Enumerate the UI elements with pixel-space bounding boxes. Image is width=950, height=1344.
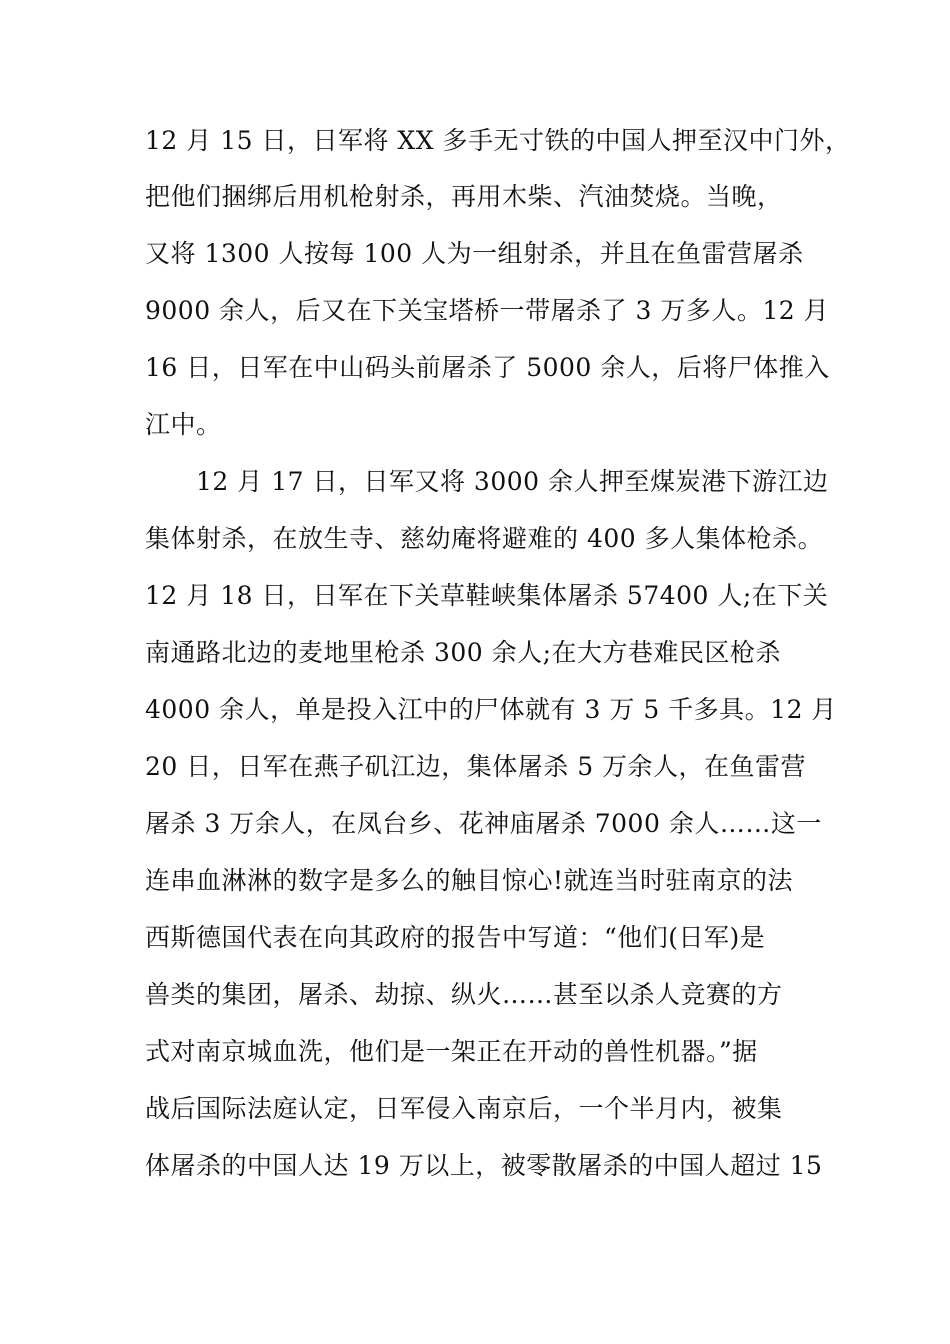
- paragraph-1-line-5: 16 日，日军在中山码头前屠杀了 5000 余人，后将尸体推入: [145, 353, 830, 382]
- paragraph-2-line-1: 12 月 17 日，日军又将 3000 余人押至煤炭港下游江边: [196, 467, 829, 496]
- paragraph-2-line-12: 战后国际法庭认定，日军侵入南京后，一个半月内，被集: [145, 1094, 783, 1123]
- paragraph-1-line-1: 12 月 15 日，日军将 XX 多手无寸铁的中国人押至汉中门外，: [145, 126, 851, 155]
- paragraph-1-line-3: 又将 1300 人按每 100 人为一组射杀，并且在鱼雷营屠杀: [145, 239, 804, 268]
- paragraph-2-line-3: 12 月 18 日，日军在下关草鞋峡集体屠杀 57400 人;在下关: [145, 581, 829, 610]
- paragraph-2-line-11: 式对南京城血洗，他们是一架正在开动的兽性机器。”据: [145, 1037, 758, 1066]
- paragraph-2-line-5: 4000 余人，单是投入江中的尸体就有 3 万 5 千多具。12 月: [145, 695, 837, 724]
- paragraph-2-line-9: 西斯德国代表在向其政府的报告中写道：“他们(日军)是: [145, 923, 766, 952]
- paragraph-2-line-2: 集体射杀，在放生寺、慈幼庵将避难的 400 多人集体枪杀。: [145, 524, 824, 553]
- paragraph-2-line-8: 连串血淋淋的数字是多么的触目惊心!就连当时驻南京的法: [145, 866, 794, 895]
- paragraph-2-line-7: 屠杀 3 万余人，在凤台乡、花神庙屠杀 7000 余人……这一: [145, 809, 822, 838]
- paragraph-2-line-4: 南通路北边的麦地里枪杀 300 余人;在大方巷难民区枪杀: [145, 638, 782, 667]
- paragraph-2-line-10: 兽类的集团，屠杀、劫掠、纵火……甚至以杀人竞赛的方: [145, 980, 783, 1009]
- paragraph-2-line-13: 体屠杀的中国人达 19 万以上，被零散屠杀的中国人超过 15: [145, 1151, 823, 1180]
- paragraph-1-line-4: 9000 余人，后又在下关宝塔桥一带屠杀了 3 万多人。12 月: [145, 296, 830, 325]
- paragraph-2-line-6: 20 日，日军在燕子矶江边，集体屠杀 5 万余人，在鱼雷营: [145, 752, 807, 781]
- paragraph-1-line-2: 把他们捆绑后用机枪射杀，再用木柴、汽油焚烧。当晚，: [145, 182, 783, 211]
- paragraph-1-line-6: 江中。: [145, 410, 222, 439]
